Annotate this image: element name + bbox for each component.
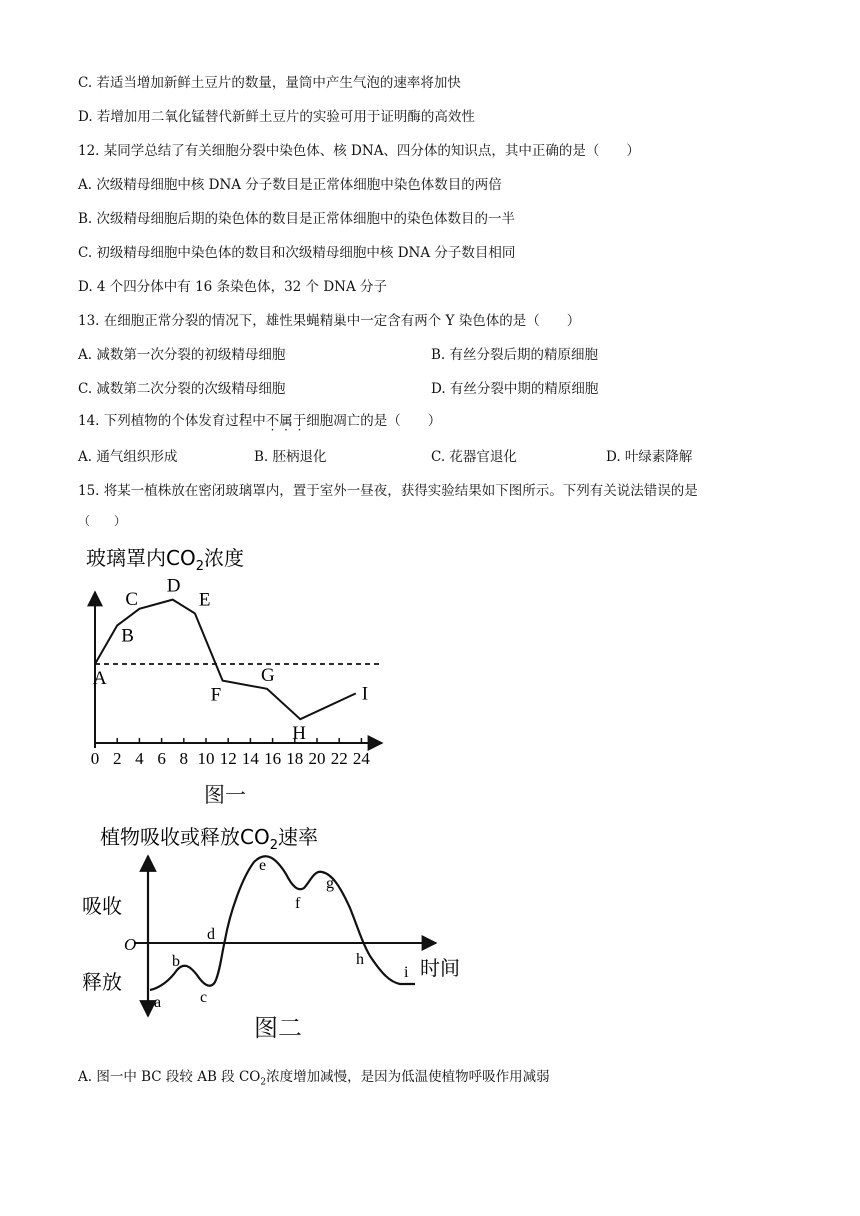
question-14-option-d: D. 叶绿素降解 <box>606 449 693 465</box>
question-14-stem-post: 细胞凋亡的是（ ） <box>306 413 442 429</box>
figure-1-x-tick-label: 0 <box>90 749 100 768</box>
emphasis-char: 属 <box>279 413 293 429</box>
figure-1-x-tick-label: 6 <box>157 749 166 768</box>
figure-1-x-tick-label: 14 <box>241 749 259 768</box>
figure-1-curve <box>95 600 356 720</box>
figure-2-y-down-label: 释放 <box>82 970 122 994</box>
figure-1-x-tick-label: 12 <box>219 749 237 768</box>
figure-1-chart <box>70 536 400 816</box>
figure-2-point-b: b <box>172 953 180 970</box>
question-14-option-b: B. 胚柄退化 <box>254 449 327 465</box>
emphasis-char: 于 <box>292 413 307 429</box>
question-14-option-c: C. 花器官退化 <box>431 449 517 465</box>
figure-1-point-g: G <box>261 664 275 686</box>
figure-2-point-c: c <box>200 989 208 1006</box>
question-15-answer-paren: （ ） <box>78 514 127 528</box>
question-15-option-a: A. 图一中 BC 段较 AB 段 $CO_2$浓度增加减慢，是因为低温使植物呼吸作用减弱 <box>78 1069 550 1088</box>
figure-2-point-g: g <box>326 875 334 892</box>
line-option-d: D. 若增加用二氧化锰替代新鲜土豆片的实验可用于证明酶的高效性 <box>78 109 475 125</box>
figure-1-x-tick-label: 22 <box>330 749 348 768</box>
figure-1-title: 玻璃罩内$CO_2$浓度 <box>86 546 244 574</box>
question-12-option-d: D. 4 个四分体中有 16 条染色体，32 个 DNA 分子 <box>78 279 388 295</box>
figure-1-x-tick-label: 20 <box>308 749 326 768</box>
figure-2-origin-label: O <box>124 935 137 954</box>
question-12-stem: 12. 某同学总结了有关细胞分裂中染色体、核 DNA、四分体的知识点，其中正确的是（ ） <box>78 143 640 159</box>
question-14-stem <box>78 412 441 430</box>
question-12-option-a: A. 次级精母细胞中核 DNA 分子数目是正常体细胞中染色体数目的两倍 <box>78 177 502 193</box>
figure-1-point-d: D <box>166 575 181 597</box>
figure-1-point-c: C <box>125 588 139 610</box>
question-13-option-a: A. 减数第一次分裂的初级精母细胞 <box>78 347 286 363</box>
figure-1-caption: 图一 <box>204 783 246 807</box>
question-12-option-b: B. 次级精母细胞后期的染色体的数目是正常体细胞中的染色体数目的一半 <box>78 211 516 227</box>
figure-2-point-a: a <box>154 994 162 1011</box>
figure-2-x-axis-label: 时间 <box>420 956 460 980</box>
figure-2-point-i: i <box>404 964 409 981</box>
figure-1-x-tick-label: 8 <box>179 749 189 768</box>
figure-1-x-tick-label: 16 <box>264 749 282 768</box>
figure-1-point-h: H <box>292 723 307 745</box>
question-14-option-a: A. 通气组织形成 <box>78 449 178 465</box>
figure-1-x-tick-label: 2 <box>112 749 122 768</box>
figure-1-x-tick-label: 10 <box>197 749 215 768</box>
figure-2-y-up-label: 吸收 <box>82 894 122 918</box>
figure-2-curve <box>150 856 415 990</box>
figure-2-title: 植物吸收或释放$CO_2$速率 <box>100 825 318 853</box>
figure-2-point-d: d <box>207 926 215 943</box>
figure-1-point-f: F <box>210 684 222 706</box>
figure-2-point-h: h <box>356 951 364 968</box>
figure-1-x-tick-label: 24 <box>352 749 370 768</box>
figure-1-point-e: E <box>198 589 211 611</box>
figure-1-point-a: A <box>93 668 107 689</box>
emphasis-char: 不 <box>265 413 280 429</box>
figure-1-point-b: B <box>121 625 134 647</box>
line-option-c: C. 若适当增加新鲜土豆片的数量，量筒中产生气泡的速率将加快 <box>78 75 461 91</box>
question-15-stem: 15. 将某一植株放在密闭玻璃罩内，置于室外一昼夜，获得实验结果如下图所示。下列有关说法错误的是 <box>78 483 698 499</box>
figure-1-point-i: I <box>361 683 369 705</box>
question-13-option-d: D. 有丝分裂中期的精原细胞 <box>431 381 599 397</box>
question-13-option-c: C. 减数第二次分裂的次级精母细胞 <box>78 381 286 397</box>
figure-2-point-e: e <box>259 857 267 874</box>
question-13-option-b: B. 有丝分裂后期的精原细胞 <box>431 347 599 363</box>
figure-2-caption: 图二 <box>254 1014 302 1042</box>
figure-1-x-tick-label: 4 <box>135 749 144 768</box>
question-14-stem-pre: 14. 下列植物的个体发育过程中 <box>78 413 266 429</box>
question-13-stem: 13. 在细胞正常分裂的情况下，雄性果蝇精巢中一定含有两个 Y 染色体的是（ ） <box>78 313 581 329</box>
question-12-option-c: C. 初级精母细胞中染色体的数目和次级精母细胞中核 DNA 分子数目相同 <box>78 245 516 261</box>
figure-2-point-f: f <box>295 895 301 912</box>
figure-1-x-tick-label: 18 <box>286 749 304 768</box>
